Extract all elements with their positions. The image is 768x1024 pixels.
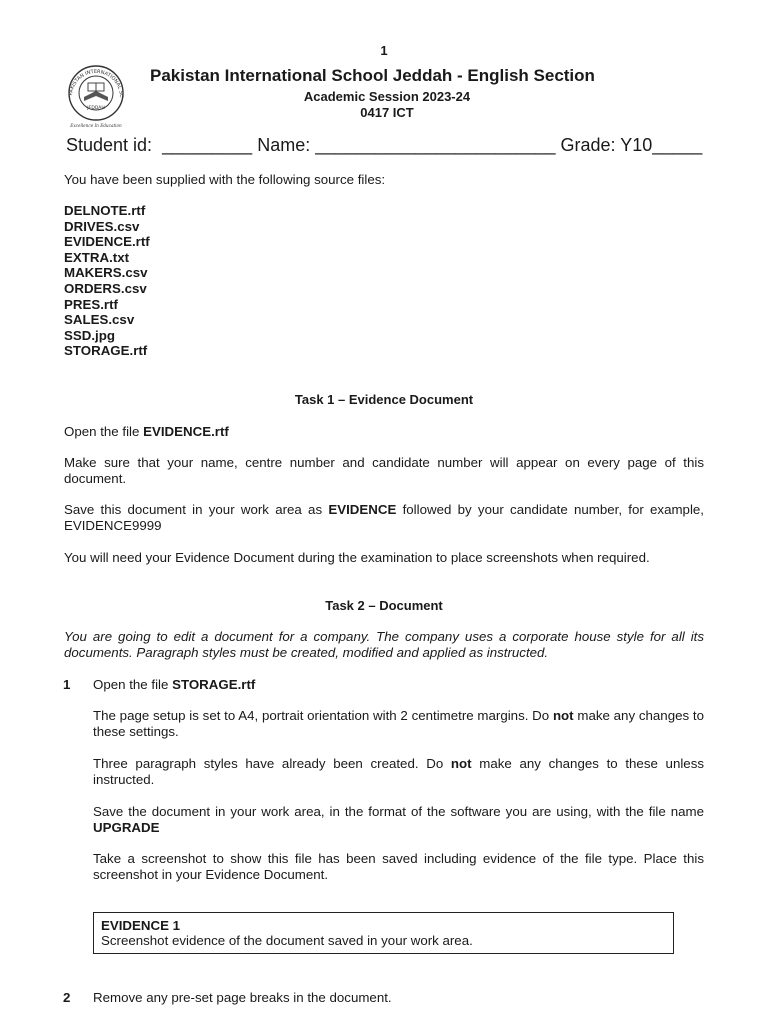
task1-para3: You will need your Evidence Document during the examination to place screenshots when required.: [64, 550, 650, 565]
student-info-line: [66, 135, 702, 156]
course-code: 0417 ICT: [360, 105, 414, 120]
q1-para4: Take a screenshot to show this file has been saved including evidence of the file type. Place this screenshot in your Evidence Document.: [93, 851, 704, 882]
file-item: EVIDENCE.rtf: [64, 234, 150, 250]
task1-para2: [64, 502, 704, 534]
task1-para2-b: EVIDENCE: [328, 502, 397, 517]
task2-heading: Task 2 – Document: [325, 598, 443, 613]
grade-label: Grade: Y10_____: [560, 135, 703, 155]
task1-open-file: [64, 424, 704, 440]
task1-heading: Task 1 – Evidence Document: [294, 392, 474, 407]
task1-para1: Make sure that your name, centre number and candidate number will appear on every page of this document.: [64, 455, 704, 486]
evidence-box: [93, 912, 674, 954]
task1-para2-c: followed by your candidate number, for example, EVIDENCE9999: [64, 502, 704, 533]
school-name: Pakistan International School Jeddah -: [150, 66, 468, 85]
evidence-title: EVIDENCE 1: [101, 918, 181, 933]
task2-intro: You are going to edit a document for a company. The company uses a corporate house style for all its documents. Paragraph styles must be created, modified and applied as instructed.: [64, 629, 704, 660]
student-id-blank: _________: [162, 135, 253, 155]
q1-para2: [93, 756, 704, 788]
svg-text:PAKISTAN INTERNATIONAL SCHOOL: PAKISTAN INTERNATIONAL SC: [68, 68, 125, 98]
q1-para3: [93, 804, 704, 836]
section-name: English Section: [467, 66, 595, 85]
q1-para2-a: Three paragraph styles have already been created. Do: [93, 756, 451, 771]
academic-session: Academic Session 2023-24: [303, 89, 471, 104]
task1-open-prefix: Open the file: [64, 424, 144, 439]
evidence-text: Screenshot evidence of the document saved in your work area.: [101, 933, 473, 948]
task1-file-name: EVIDENCE.rtf: [143, 424, 229, 439]
q1-para1-c: make any changes to these settings.: [93, 708, 704, 739]
q1-open-file: [93, 677, 704, 693]
task1-para2-a: Save this document in your work area as: [64, 502, 329, 517]
q1-para3-a: Save the document in your work area, in the format of the software you are using, with the file name: [93, 804, 704, 819]
session-block: [0, 89, 768, 121]
name-blank: ________________________: [315, 135, 556, 155]
file-item: STORAGE.rtf: [64, 343, 148, 359]
q1-para3-b: UPGRADE: [93, 820, 160, 835]
file-item: ORDERS.csv: [64, 280, 147, 296]
page-number: 1: [380, 43, 388, 58]
q2-text: Remove any pre-set page breaks in the document.: [93, 990, 392, 1005]
q1-para1: [93, 708, 704, 740]
file-item: MAKERS.csv: [64, 265, 148, 281]
q1-para1-a: The page setup is set to A4, portrait orientation with 2 centimetre margins. Do: [93, 708, 553, 723]
q1-open-prefix: Open the file: [93, 677, 173, 692]
file-item: PRES.rtf: [64, 296, 118, 312]
question-number: 2: [63, 990, 71, 1005]
name-label: Name:: [257, 135, 311, 155]
q1-file-name: STORAGE.rtf: [172, 677, 256, 692]
file-item: SSD.jpg: [64, 327, 115, 343]
intro-text: You have been supplied with the following source files:: [64, 172, 386, 187]
q1-para2-c: make any changes to these unless instructed.: [93, 756, 704, 787]
file-item: DELNOTE.rtf: [64, 203, 146, 218]
file-item: SALES.csv: [64, 312, 135, 328]
file-item: EXTRA.txt: [64, 249, 130, 265]
q1-para2-b: not: [450, 756, 472, 771]
school-title: [150, 66, 595, 86]
file-list: [64, 203, 150, 359]
svg-text:JEDDAH: JEDDAH: [87, 106, 105, 111]
student-id-label: Student id:: [66, 135, 153, 155]
q1-para1-b: not: [552, 708, 574, 723]
file-item: DRIVES.csv: [64, 218, 140, 234]
logo-motto: Excellence In Education: [70, 123, 122, 128]
question-number: 1: [63, 677, 71, 692]
